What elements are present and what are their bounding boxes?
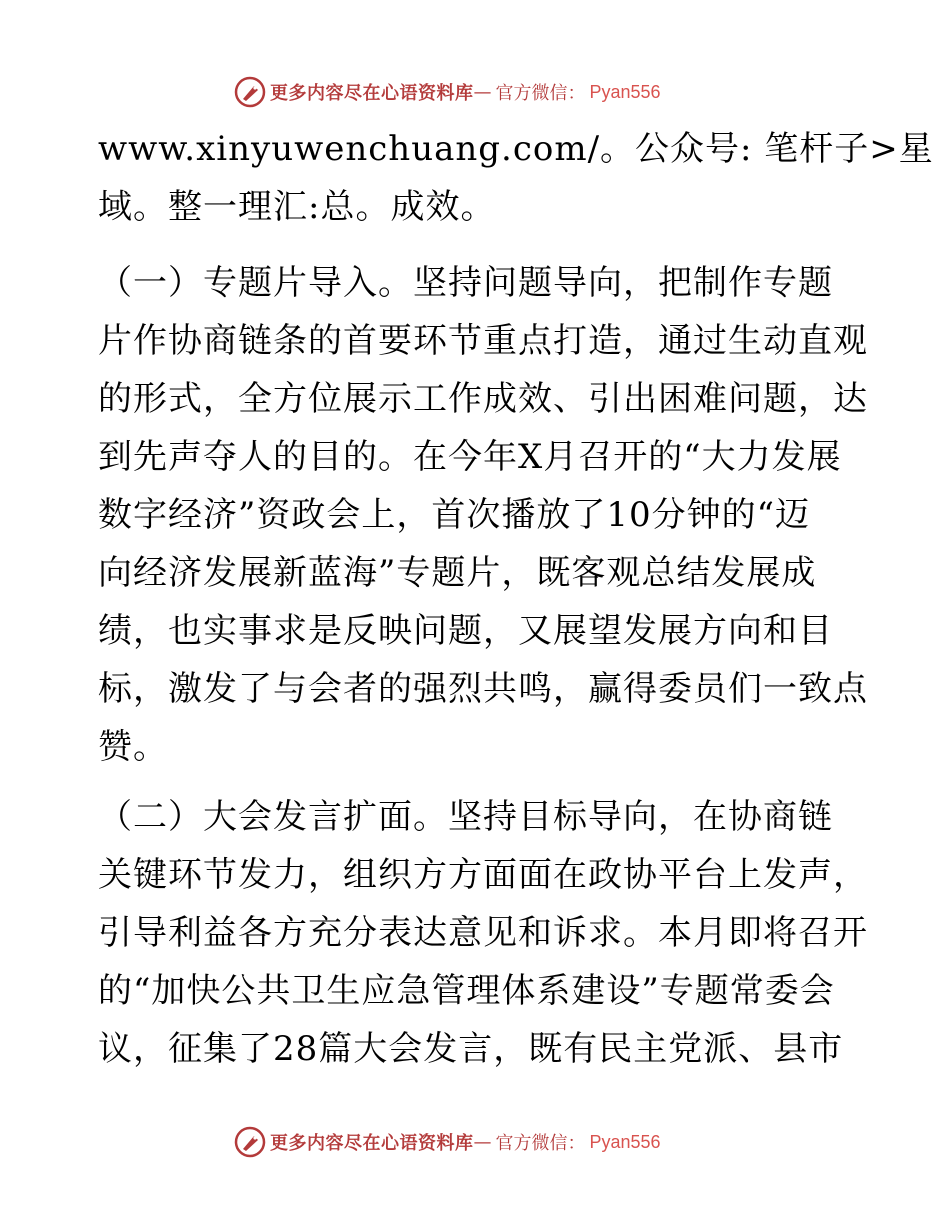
text-line: 向经济发展新蓝海”专题片，既客观总结发展成	[98, 553, 817, 593]
text-line: 引导利益各方充分表达意见和诉求。本月即将召开	[98, 913, 868, 953]
text-line: 关键环节发力，组织方方面面在政协平台上发声，	[98, 855, 868, 895]
text-line: 到先声夺人的目的。在今年X月召开的“大力发展	[98, 437, 842, 477]
text-line: www.xinyuwenchuang.com/。公众号: 笔杆子>星	[98, 129, 934, 169]
text-line: 的“加快公共卫生应急管理体系建设”专题常委会	[98, 971, 835, 1011]
watermark-dash: —	[473, 1131, 492, 1153]
watermark-wechat-id: Pyan556	[589, 1131, 661, 1152]
document-body	[98, 120, 934, 1090]
text-line: （二）大会发言扩面。坚持目标导向，在协商链	[98, 797, 833, 837]
text-line: 绩，也实事求是反映问题，又展望发展方向和目	[98, 611, 833, 651]
text-line: （一）专题片导入。坚持问题导向，把制作专题	[98, 263, 833, 303]
header-watermark	[234, 72, 734, 112]
text-line: 域。整一理汇:总。成效。	[98, 187, 496, 227]
watermark-dash: —	[473, 81, 492, 103]
watermark-wechat-label: 官方微信：	[495, 1133, 586, 1154]
text-line: 片作协商链条的首要环节重点打造，通过生动直观	[98, 321, 868, 361]
text-line: 的形式，全方位展示工作成效、引出困难问题，达	[98, 379, 868, 419]
intro-paragraph	[98, 120, 934, 236]
watermark-wechat-label: 官方微信：	[495, 83, 586, 104]
watermark-slogan: 更多内容尽在心语资料库	[270, 83, 474, 104]
footer-watermark	[234, 1122, 734, 1162]
section-one-paragraph	[98, 254, 868, 776]
text-line: 议，征集了28篇大会发言，既有民主党派、县市	[98, 1029, 844, 1069]
text-line: 数字经济”资政会上，首次播放了10分钟的“迈	[98, 495, 811, 535]
text-line: 标，激发了与会者的强烈共鸣，赢得委员们一致点	[98, 669, 868, 709]
section-two-paragraph	[98, 788, 868, 1078]
watermark-slogan: 更多内容尽在心语资料库	[270, 1133, 474, 1154]
watermark-wechat-id: Pyan556	[589, 81, 661, 102]
pen-nib-logo-icon	[234, 76, 266, 108]
pen-nib-logo-icon	[234, 1126, 266, 1158]
text-line: 赞。	[98, 727, 168, 767]
